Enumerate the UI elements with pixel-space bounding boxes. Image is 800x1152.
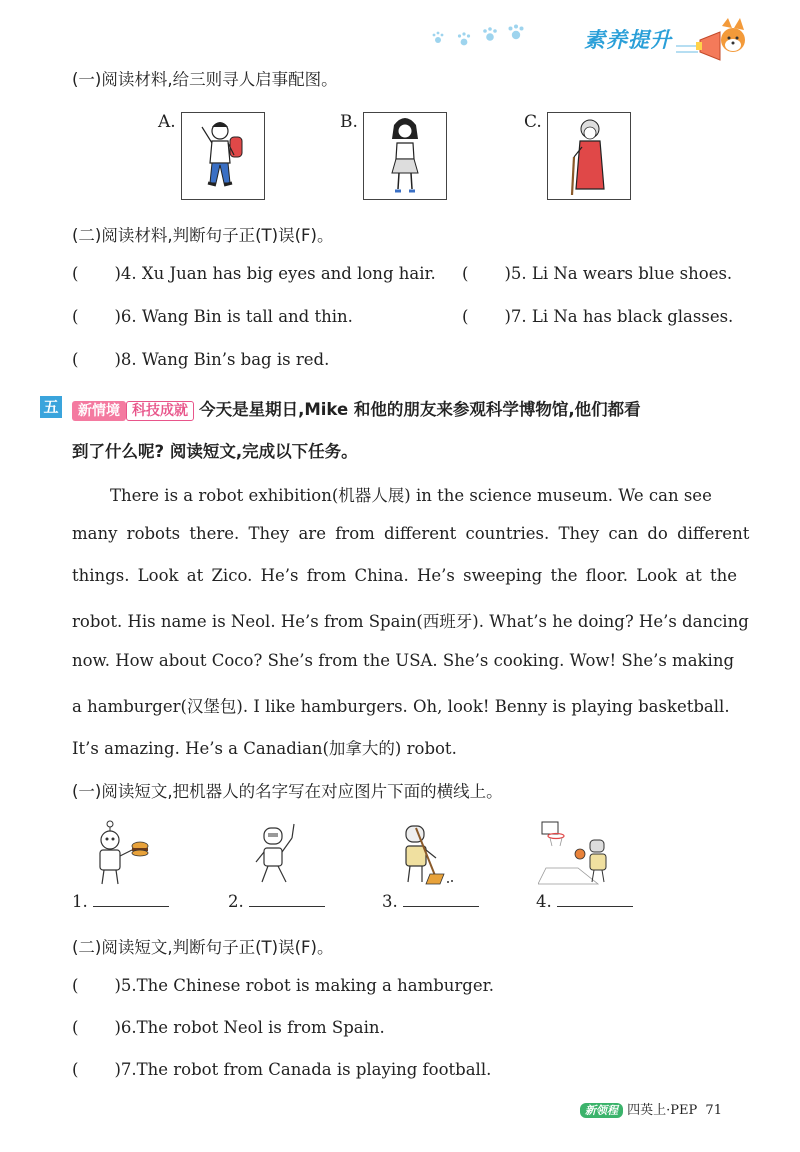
passage-line-4: robot. His name is Neol. He’s from Spain(西班牙). What’s he doing? He’s dancing bbox=[72, 612, 749, 631]
option-c-image-box bbox=[547, 112, 631, 200]
answer-paren-open[interactable]: ( bbox=[462, 307, 469, 326]
task2-item-6: ( )6.The robot Neol is from Spain. bbox=[72, 1018, 385, 1037]
judge-item-5: ( )5. Li Na wears blue shoes. bbox=[462, 264, 733, 283]
answer-blank-2[interactable] bbox=[249, 892, 325, 907]
paw-prints-decoration bbox=[428, 22, 528, 52]
passage-line-7: It’s amazing. He’s a Canadian(加拿大的) robot. bbox=[72, 739, 457, 758]
task2-heading: (二)阅读短文,判断句子正(T)误(F)。 bbox=[72, 938, 334, 957]
task1-heading: (一)阅读短文,把机器人的名字写在对应图片下面的横线上。 bbox=[72, 782, 503, 801]
answer-paren-open[interactable]: ( bbox=[72, 350, 79, 369]
page-number: 71 bbox=[705, 1103, 722, 1118]
answer-paren-open[interactable]: ( bbox=[72, 307, 79, 326]
answer-paren-open[interactable]: ( bbox=[462, 264, 469, 283]
judge-item-8: ( )8. Wang Bin’s bag is red. bbox=[72, 350, 330, 369]
option-a-label: A. bbox=[158, 112, 176, 132]
option-a-image-box bbox=[181, 112, 265, 200]
task2-item-5: ( )5.The Chinese robot is making a hamburger. bbox=[72, 976, 494, 995]
option-b-image-box bbox=[363, 112, 447, 200]
option-c-label: C. bbox=[524, 112, 542, 132]
dancing-robot-image bbox=[252, 818, 300, 888]
answer-blank-1[interactable] bbox=[93, 892, 169, 907]
blank-3: 3. bbox=[382, 892, 479, 911]
brand-badge: 新领程 bbox=[580, 1103, 623, 1118]
sweeping-robot-image bbox=[396, 818, 458, 888]
section5-intro-line2: 到了什么呢? 阅读短文,完成以下任务。 bbox=[72, 442, 358, 461]
answer-paren-open[interactable]: ( bbox=[72, 976, 79, 995]
answer-blank-3[interactable] bbox=[403, 892, 479, 907]
passage-line-2: many robots there. They are from different countries. They can do different bbox=[72, 524, 750, 543]
blank-2: 2. bbox=[228, 892, 325, 911]
footer-grade: 四英上 bbox=[627, 1103, 667, 1118]
judge-item-6: ( )6. Wang Bin is tall and thin. bbox=[72, 307, 353, 326]
option-b-label: B. bbox=[340, 112, 358, 132]
passage-line-6: a hamburger(汉堡包). I like hamburgers. Oh, look! Benny is playing basketball. bbox=[72, 697, 730, 716]
new-context-tag: 新情境 bbox=[72, 401, 126, 421]
judge-item-7: ( )7. Li Na has black glasses. bbox=[462, 307, 734, 326]
passage-line-5: now. How about Coco? She’s from the USA. She’s cooking. Wow! She’s making bbox=[72, 651, 735, 670]
fox-megaphone-icon bbox=[676, 18, 746, 64]
girl-image bbox=[364, 113, 446, 199]
section5-intro-line1 bbox=[72, 396, 641, 420]
basketball-robot-image bbox=[538, 818, 614, 888]
answer-paren-open[interactable]: ( bbox=[72, 264, 79, 283]
answer-paren-open[interactable]: ( bbox=[72, 1018, 79, 1037]
answer-blank-4[interactable] bbox=[557, 892, 633, 907]
grandmother-image bbox=[548, 113, 630, 199]
task2-item-7: ( )7.The robot from Canada is playing football. bbox=[72, 1060, 492, 1079]
answer-paren-open[interactable]: ( bbox=[72, 1060, 79, 1079]
section-title: 素养提升 bbox=[584, 28, 672, 52]
section-number-badge: 五 bbox=[40, 396, 62, 418]
robot-with-hamburger-image bbox=[90, 818, 152, 888]
part1-heading: (一)阅读材料,给三则寻人启事配图。 bbox=[72, 70, 338, 89]
intro-text-1: 今天是星期日,Mike 和他的朋友来参观科学博物馆,他们都看 bbox=[199, 400, 641, 419]
boy-with-backpack-image bbox=[182, 113, 264, 199]
passage-line-3: things. Look at Zico. He’s from China. He’s sweeping the floor. Look at the bbox=[72, 566, 738, 585]
blank-1: 1. bbox=[72, 892, 169, 911]
footer bbox=[580, 1099, 722, 1118]
judge-item-4: ( )4. Xu Juan has big eyes and long hair. bbox=[72, 264, 436, 283]
tech-achievement-tag: 科技成就 bbox=[126, 401, 194, 421]
footer-edition: PEP bbox=[670, 1103, 698, 1118]
part2-heading: (二)阅读材料,判断句子正(T)误(F)。 bbox=[72, 226, 334, 245]
passage-line-1: There is a robot exhibition(机器人展) in the science museum. We can see bbox=[110, 486, 712, 505]
footer-dot: · bbox=[666, 1103, 671, 1118]
blank-4: 4. bbox=[536, 892, 633, 911]
